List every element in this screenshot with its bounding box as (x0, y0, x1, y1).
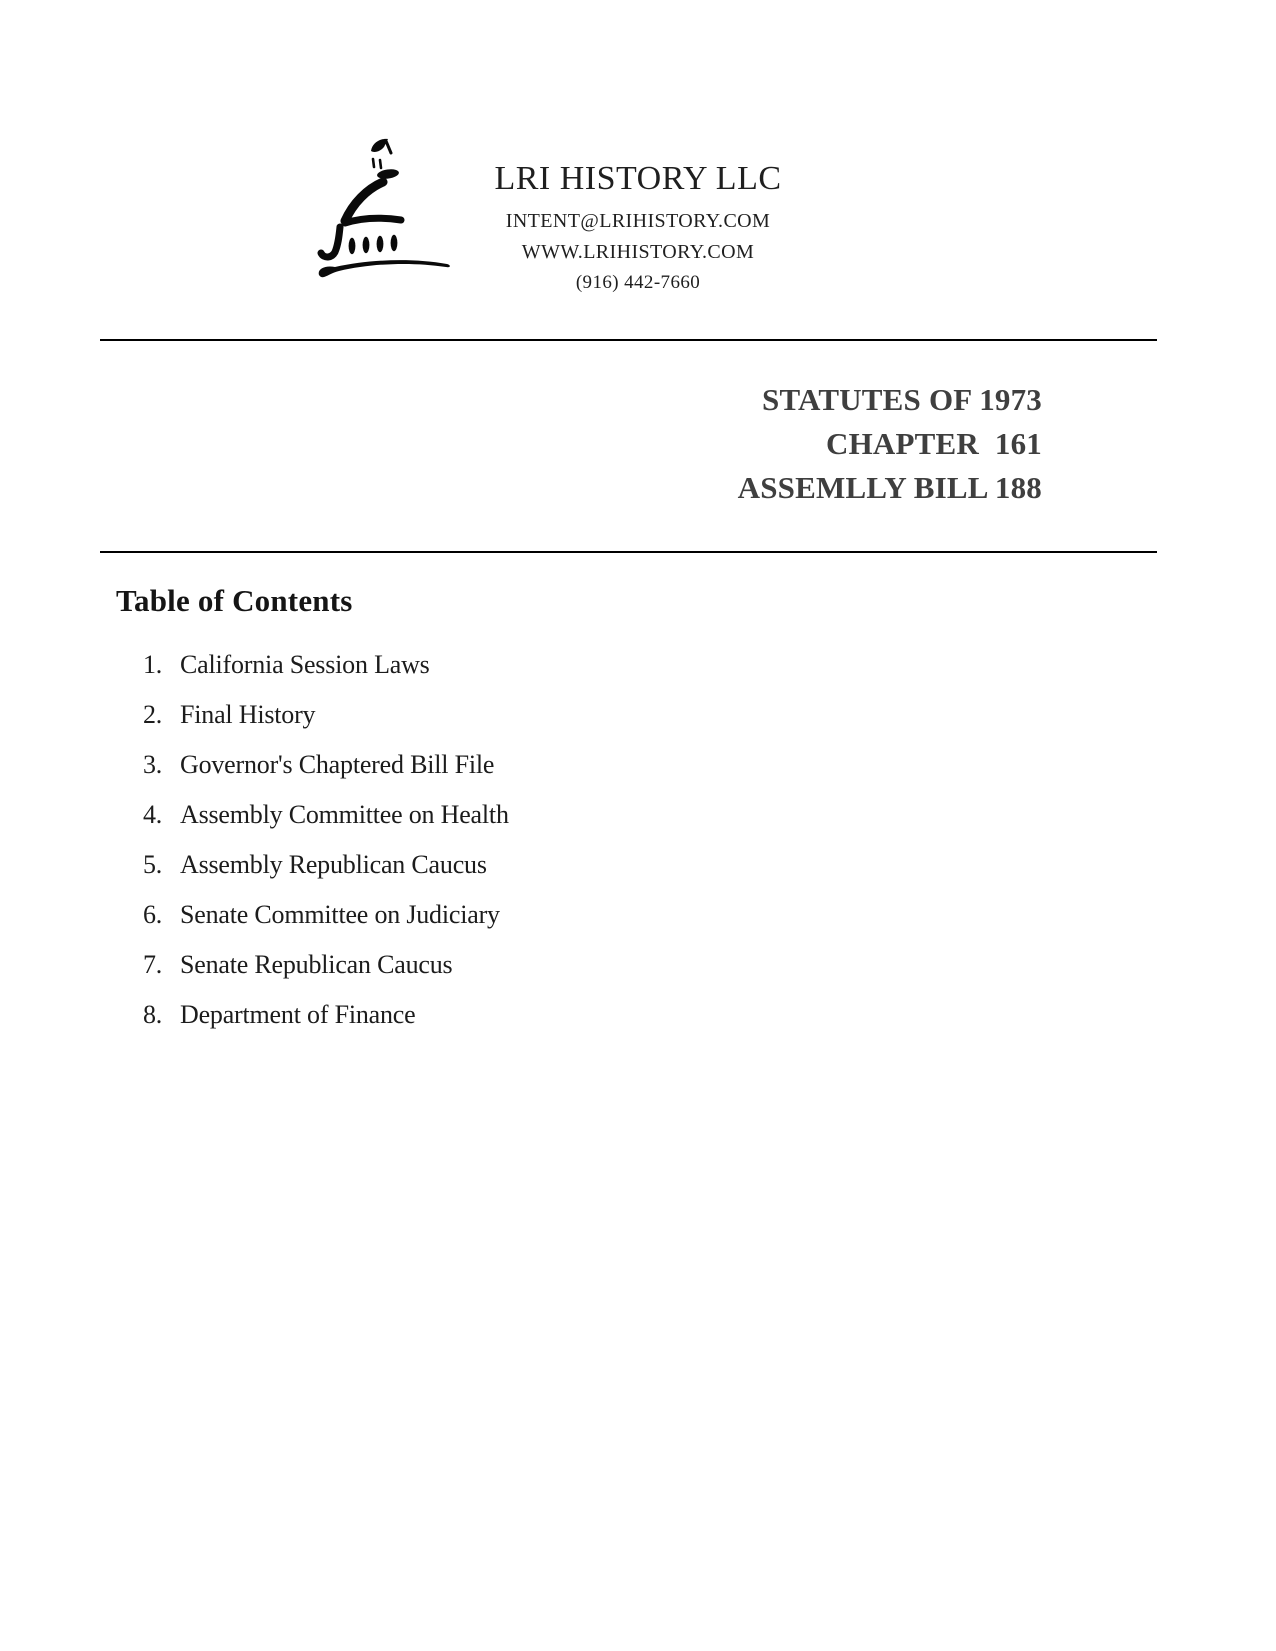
assembly-bill-line: ASSEMLLY BILL 188 (737, 470, 1042, 505)
statute-title-block (738, 378, 1042, 510)
toc-item-number: 3. (143, 750, 163, 779)
toc-item-label: Senate Committee on Judiciary (180, 900, 500, 929)
company-website: WWW.LRIHISTORY.COM (521, 241, 755, 263)
toc-item-number: 5. (143, 850, 163, 879)
toc-item-label: California Session Laws (180, 650, 430, 679)
toc-item-number: 1. (143, 650, 163, 679)
horizontal-rule-bottom (100, 551, 1157, 553)
toc-item-number: 6. (143, 900, 163, 929)
toc-item (143, 800, 509, 830)
toc-item-label: Department of Finance (180, 1000, 416, 1029)
statutes-year-line: STATUTES OF 1973 (762, 382, 1042, 417)
toc-item (143, 850, 509, 880)
toc-item (143, 650, 509, 680)
toc-heading: Table of Contents (116, 583, 353, 618)
letterhead-contact-block (338, 161, 938, 294)
toc-item-label: Senate Republican Caucus (180, 950, 453, 979)
toc-item (143, 950, 509, 980)
toc-item (143, 900, 509, 930)
toc-list (143, 650, 509, 1050)
toc-item-number: 7. (143, 950, 163, 979)
toc-item-number: 4. (143, 800, 163, 829)
toc-item-label: Assembly Committee on Health (180, 800, 509, 829)
chapter-line: CHAPTER 161 (826, 426, 1042, 461)
company-email: INTENT@LRIHISTORY.COM (505, 210, 771, 232)
toc-item-number: 8. (143, 1000, 163, 1029)
toc-item-label: Assembly Republican Caucus (180, 850, 487, 879)
horizontal-rule-top (100, 339, 1157, 341)
toc-item (143, 1000, 509, 1030)
toc-item (143, 750, 509, 780)
company-phone: (916) 442-7660 (575, 272, 701, 293)
toc-item-label: Governor's Chaptered Bill File (180, 750, 495, 779)
toc-item-label: Final History (180, 700, 316, 729)
toc-item-number: 2. (143, 700, 163, 729)
company-name: LRI HISTORY LLC (494, 160, 782, 197)
toc-item (143, 700, 509, 730)
